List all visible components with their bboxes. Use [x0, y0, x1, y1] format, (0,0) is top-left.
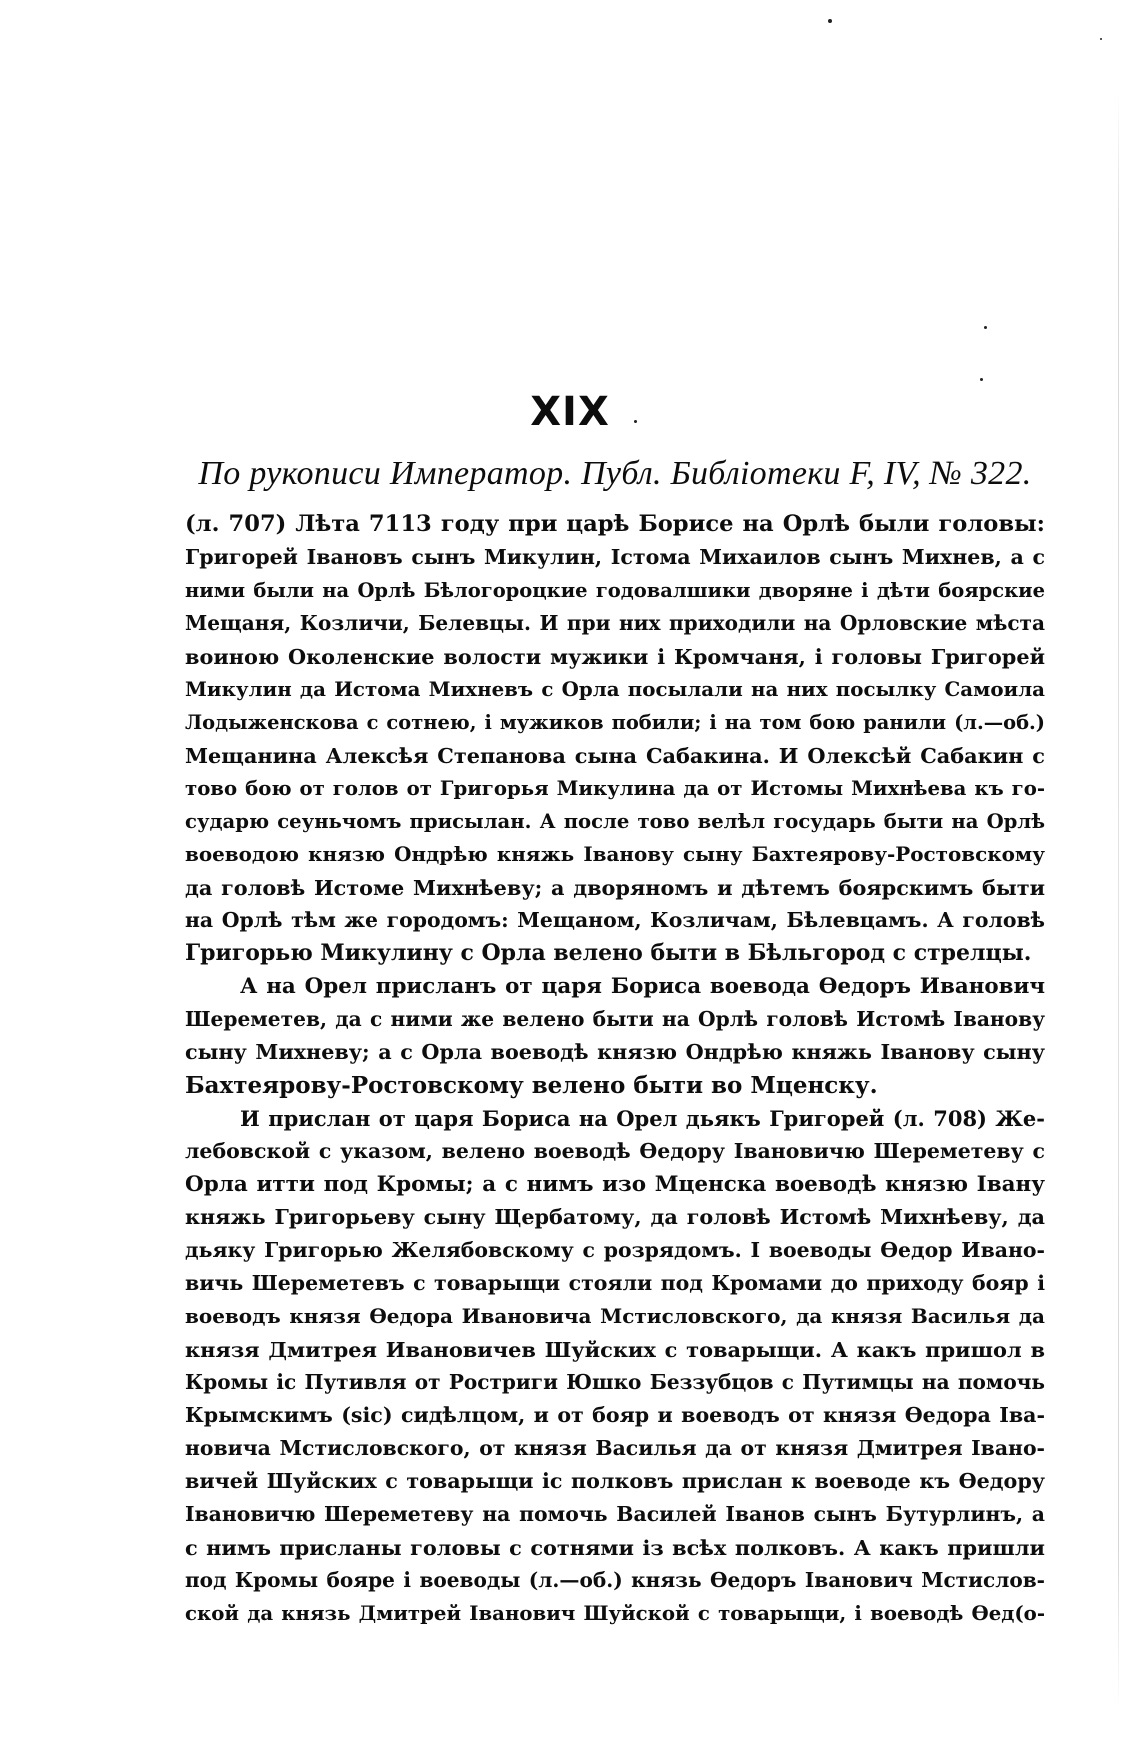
paragraph-2 [185, 970, 1045, 1102]
document-body [185, 508, 1045, 1630]
text-line: Крымскимъ (sic) сидѣлцом, и от бояр и воеводъ от князя Ѳедора Іва- [185, 1403, 1045, 1427]
text-line: Григорью Микулину с Орла велено быти в Бѣльгород с стрелцы. [185, 940, 1032, 966]
paragraph-1 [185, 508, 1045, 970]
print-speck [1100, 38, 1102, 40]
text-line: новича Мстисловского, от князя Василья да от князя Дмитрея Івано- [185, 1436, 1045, 1460]
text-line: ними были на Орлѣ Бѣлогороцкие годовалшики дворяне і дѣти боярские [185, 579, 1045, 602]
text-line: (л. 707) Лѣта 7113 году при царѣ Борисе на Орлѣ были головы: [185, 511, 1045, 537]
text-line: с нимъ присланы головы с сотнями із всѣх полковъ. А какъ пришли [185, 1535, 1045, 1560]
text-line: Івановичю Шереметеву на помочь Василей Іванов сынъ Бутурлинъ, а [185, 1502, 1045, 1526]
print-speck [980, 378, 983, 381]
text-line: Лодыженскова с сотнею, і мужиков побили; і на том бою ранили (л.—об.) [185, 711, 1045, 734]
text-line: сударю сеуньчомъ присылан. А после тово велѣл государь быти на Орлѣ [185, 810, 1045, 833]
text-line: на Орлѣ тѣм же городомъ: Мещаном, Козличам, Бѣлевцамъ. А головѣ [185, 908, 1045, 932]
text-line: Шереметев, да с ними же велено быти на Орлѣ головѣ Истомѣ Іванову [185, 1007, 1045, 1031]
source-citation: По рукописи Император. Публ. Библіотеки F, IV, № 322. [198, 455, 1032, 492]
text-line: И прислан от царя Бориса на Орел дьякъ Григорей (л. 708) Же- [240, 1106, 1045, 1131]
text-line: Орла итти под Кромы; а с нимъ изо Мценска воеводѣ князю Івану [185, 1172, 1045, 1197]
text-line: лебовской с указом, велено воеводѣ Ѳедору Івановичю Шереметеву с [185, 1139, 1045, 1163]
text-line: под Кромы бояре і воеводы (л.—об.) князь Ѳедоръ Іванович Мстислов- [185, 1568, 1045, 1592]
print-speck [828, 19, 832, 23]
text-line: Григорей Івановъ сынъ Микулин, Істома Михаилов сынъ Михнев, а с [185, 545, 1045, 569]
text-line: воеводъ князя Ѳедора Ивановича Мстисловского, да князя Василья да [185, 1304, 1045, 1328]
text-line: сыну Михневу; а с Орла воеводѣ князю Ондрѣю княжь Іванову сыну [185, 1040, 1045, 1064]
scan-margin-line [1118, 90, 1119, 1710]
text-line: княжь Григорьеву сыну Щербатому, да головѣ Истомѣ Михнѣеву, да [185, 1205, 1045, 1229]
text-line: дьяку Григорью Желябовскому с розрядомъ. І воеводы Ѳедор Ивано- [185, 1238, 1045, 1262]
text-line: А на Орел присланъ от царя Бориса воевода Ѳедоръ Иванович [240, 974, 1045, 999]
text-line: Мещанина Алексѣя Степанова сына Сабакина. И Олексѣй Сабакин с [185, 743, 1045, 768]
text-line: Микулин да Истома Михневъ с Орла посылали на них посылку Самоила [185, 677, 1045, 701]
paragraph-3 [185, 1102, 1045, 1630]
text-line: да головѣ Истоме Михнѣеву; а дворяномъ и дѣтемъ боярскимъ быти [185, 875, 1045, 900]
print-speck [984, 326, 987, 329]
text-line: вичей Шуйских с товарыщи іс полковъ прислан к воеводе къ Ѳедору [185, 1469, 1045, 1493]
text-line: Бахтеярову-Ростовскому велено быти во Мценску. [185, 1072, 878, 1099]
text-line: воеводою князю Ондрѣю княжь Іванову сыну Бахтеярову-Ростовскому [185, 842, 1045, 866]
text-line: воиною Околенские волости мужики і Кромчаня, і головы Григорей [185, 644, 1045, 669]
text-line: князя Дмитрея Ивановичев Шуйских с товарыщи. А какъ пришол в [185, 1337, 1045, 1362]
text-line: Мещаня, Козличи, Белевцы. И при них приходили на Орловские мѣста [185, 611, 1045, 635]
text-line: вичь Шереметевъ с товарыщи стояли под Кромами до приходу бояр і [185, 1271, 1045, 1295]
text-line: ской да князь Дмитрей Іванович Шуйской с товарыщи, і воеводѣ Ѳед(о- [185, 1601, 1045, 1625]
text-line: тово бою от голов от Григорья Микулина да от Истомы Михнѣева къ го- [185, 777, 1045, 800]
text-line: Кромы іс Путивля от Ростриги Юшко Беззубцов с Путимцы на помочь [185, 1370, 1045, 1394]
chapter-number: XIX [530, 389, 610, 435]
